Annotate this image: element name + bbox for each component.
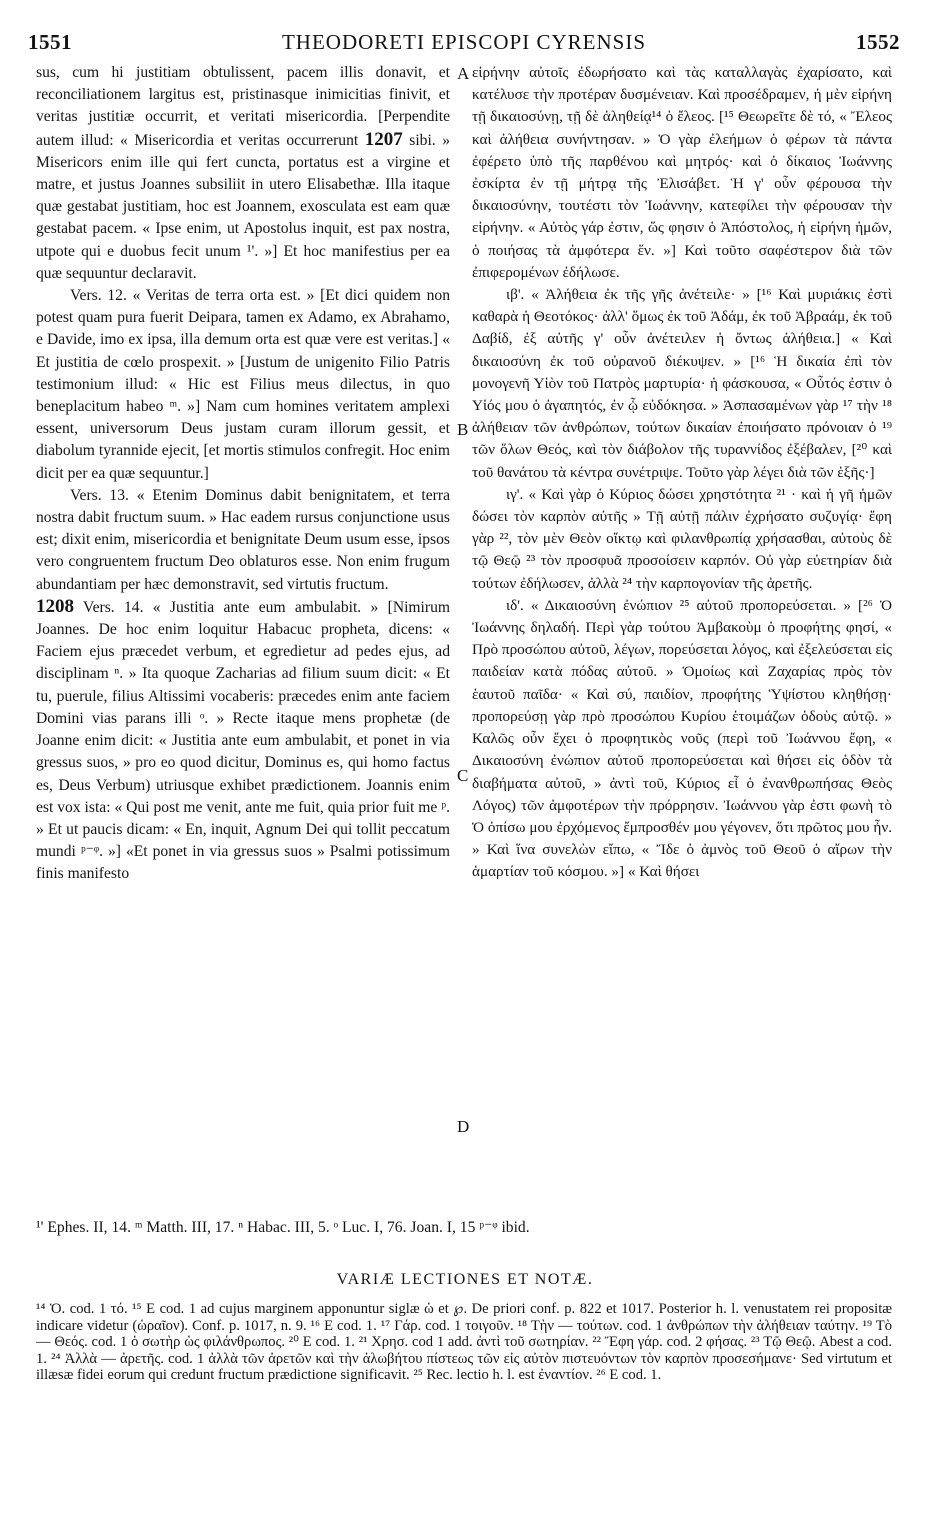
running-header xyxy=(28,30,900,58)
latin-column xyxy=(36,62,450,886)
latin-paragraph-2: Vers. 12. « Veritas de terra orta est. » [Et dici quidem non potest quam pura fuerit Deipara, tamen ex Adamo, ex Abrahamo, e Davide, imo ex ipsa, illa demum orta est quæ vere est veritas.] « Et justitia de cœlo prospexit. » [Justum de unigenito Filio Patris testimonium illud: « Hic est Filius meus dilectus, in quo beneplacitum habeo ᵐ. »] Nam cum homines veritatem amplexi essent, universorum Deus justam curam illorum gessit, et diabolum tyrannide ejecit, [et mortis stimulos confregit. Hoc enim dicit per ea quæ sequuntur.] xyxy=(36,287,450,482)
margin-letter-a: A xyxy=(457,64,470,83)
greek-paragraph-4: ιδ'. « Δικαιοσύνη ἐνώπιον ²⁵ αὐτοῦ προπορεύσεται. » [²⁶ Ὁ Ἰωάννης δηλαδή. Περὶ γὰρ τούτου Ἀμβακοὺμ ὁ προφήτης φησί, « Πρὸ προσώπου αὐτοῦ, λέγων, πορεύσεται λόγος, καὶ ἐξελεύσεται εἰς παιδείαν κατὰ πόδας αὐτοῦ. » Ὁμοίως καὶ Ζαχαρίας πρὸς τὸν ἑαυτοῦ παῖδα· « Καὶ σύ, παιδίον, προφήτης Ὑψίστου κληθήσῃ· προπορεύσῃ γὰρ πρὸ προσώπου Κυρίου ἑτοιμάζων ὁδοὺς αὐτῷ. » Καλῶς οὖν ἔχει ὁ προφητικὸς νοῦς (περὶ τοῦ Ἰωάννου ἔφη, « Δικαιοσύνη ἐνώπιον αὐτοῦ προπορεύσεται καὶ θήσει εἰς ὁδὸν τὰ διαβήματα αὐτοῦ, » ἀντὶ τοῦ, Κύριος εἶ ὁ ἐνανθρωπήσας Θεὸς Λόγος) τῶν ἀμφοτέρων τὴν πρόρρησιν. Ἰωάννου γὰρ ἐστι φωνὴ τὸ Ὁ ὀπίσω μου ἐρχόμενος ἔμπροσθέν μου γέγονεν, ὅτι πρῶτος μου ἦν. » Καὶ ἵνα συνελὼν εἴπω, « Ἴδε ὁ ἀμνὸς τοῦ Θεοῦ ὁ αἴρων τὴν ἁμαρτίαν τοῦ κόσμου. »] « Καὶ θήσει xyxy=(472,596,892,881)
greek-paragraph-2: ιβ'. « Ἀλήθεια ἐκ τῆς γῆς ἀνέτειλε· » [¹⁶ Καὶ μυριάκις ἐστὶ καθαρὰ ἡ Θεοτόκος· ἀλλ' ὅμως ἐκ τοῦ Ἀδάμ, ἐκ τοῦ Ἀβραάμ, ἐκ τοῦ Δαβίδ, ἐξ αὐτῆς γ' οὖν ἀνέτειλεν ἡ ὄντως ἀλήθεια.] « Καὶ δικαιοσύνη ἐκ τοῦ οὐρανοῦ διέκυψεν. » [¹⁶ Ἡ δικαία ἐπὶ τὸν μονογενῆ Υἱὸν τοῦ Πατρὸς μαρτυρία· ἡ φάσκουσα, « Οὗτός ἐστιν ὁ Υἱός μου ὁ ἀγαπητός, ἐν ᾧ εὐδόκησα. » Ἀσπασαμένων γὰρ ¹⁷ τὴν ¹⁸ ἀλήθειαν τῶν ἀνθρώπων, τούτων δικαίαν ἐποιήσατο πρόνοιαν ὁ ¹⁹ τῶν ὅλων Θεός, καὶ τὸν διάβολον τῆς τυραννίδος ἐξέβαλεν, [²⁰ καὶ τοῦ θανάτου τὰ κέντρα συνέτριψε. Τοῦτο γὰρ λέγει διὰ τῶν ἑξῆς·] xyxy=(472,286,892,481)
notes-title: VARIÆ LECTIONES ET NOTÆ. xyxy=(336,1271,594,1288)
page-number-left: 1551 xyxy=(28,30,72,54)
latin-text: Vers. 14. « Justitia ante eum ambulabit. » [Nimirum Joannes. De hoc enim loquitur Habacuc propheta, dicens: « Faciem ejus præcedet verbum, et egredietur ad pedes ejus, ad disciplinam ⁿ. » Ita quoque Zacharias ad filium suum dicit: « Et tu, puerule, filius Altissimi vocaberis: præcedes enim ante faciem Domini vias parans illi ᵒ. » Recte itaque mens prophetæ (de Joanne enim dicit: « Justitia ante eum ambulabit, et ponet in via gressus suos, » pro eo quod dicitur, Dominus es, qui homo factus es, Deus Verbum) utriusque exhibet prædictionem. Joannis enim est vox ista: « Qui post me venit, ante me fuit, quia prior fuit me ᵖ. » Et ut paucis dicam: « En, inquit, Agnum Dei qui tollit peccatum mundi ᵖ⁻ᵠ. »] «Et ponet in via gressus suos » Psalmi potissimum finis manifesto xyxy=(36,598,450,883)
margin-letter-c: C xyxy=(457,766,469,785)
greek-paragraph-1: εἰρήνην αὐτοῖς ἐδωρήσατο καὶ τὰς καταλλαγὰς ἐχαρίσατο, καὶ κατέλυσε τὴν προτέραν δυσμένειαν. Καὶ προσέδραμεν, ἡ μὲν εἰρήνη τῇ δικαιοσύνῃ, τῇ δὲ ἀληθείᾳ¹⁴ ὁ ἔλεος. [¹⁵ Θεωρεῖτε δὲ τό, « Ἔλεος καὶ ἀλήθεια συνήντησαν. » Ὁ γὰρ ἐλεήμων ὁ φέρων τὰ πάντα ἐφέρετο ὑπὸ τῆς παρθένου καὶ μητρός· καὶ ὁ δίκαιος Ἰωάννης ἐσκίρτα ἐν τῇ μήτρᾳ τῆς Ἐλισάβετ. Ἡ γ' οὖν φέρουσα τὴν δικαιοσύνην, τουτέστι τὸν Ἰωάννην, κατεφίλει τὴν φέρουσαν τὴν εἰρήνην. « Αὐτὸς γάρ ἐστιν, ὥς φησιν ὁ Ἀπόστολος, ἡ εἰρήνη ἡμῶν, ὁ ποιήσας τὰ ἀμφότερα ἕν. »] Καὶ τοῦτο σαφέστερον διὰ τῶν ἐπιφερομένων ἐδήλωσε. xyxy=(472,64,892,281)
latin-paragraph-3: Vers. 13. « Etenim Dominus dabit benignitatem, et terra nostra dabit fructum suum. » Hac eadem rursus conjunctione usus est; dixit enim, misericordia et benignitate Deum usum esse, ipsos vero congruentem fructum Deo oblaturos esse. Non enim frugum abundantiam per hæc demonstravit, sed virtutis fructum. xyxy=(36,486,450,593)
margin-letter-b: B xyxy=(457,420,469,439)
page-number-right: 1552 xyxy=(856,30,900,54)
column-number: 1208 xyxy=(36,595,74,617)
margin-letter-d: D xyxy=(457,1117,470,1136)
greek-column xyxy=(472,62,892,884)
greek-paragraph-3: ιγ'. « Καὶ γὰρ ὁ Κύριος δώσει χρηστότητα ²¹ · καὶ ἡ γῆ ἡμῶν δώσει τὸν καρπὸν αὐτῆς » Τῇ αὐτῇ πάλιν ἐχρήσατο συζυγίᾳ· ἔφη γὰρ ²², τὸν μὲν Θεὸν οἴκτῳ καὶ φιλανθρωπίᾳ χρήσασθαι, αὐτοὺς δὲ τῷ Θεῷ ²³ τὸν προσφυᾶ προσοίσειν καρπόν. Οὐ γὰρ εὐετηρίαν διὰ τούτων ἐδήλωσεν, ἀλλὰ ²⁴ τὴν καρπογονίαν τῆς ἀρετῆς. xyxy=(472,485,892,592)
variant-readings-notes: ¹⁴ Ὁ. cod. 1 τό. ¹⁵ E cod. 1 ad cujus marginem apponuntur siglæ ὡ et ℘. De priori conf. p. 822 et 1017. Posterior h. l. venustatem rei propositæ indicare videtur (ὡραῖον). Conf. p. 1017, n. 9. ¹⁶ E cod. 1. ¹⁷ Γάρ. cod. 1 τοιγοῦν. ¹⁸ Τὴν — τούτων. cod. 1 ἀνθρώπων τὴν ἀλήθειαν ταύτην. ¹⁹ Τὸ — Θεός. cod. 1 ὁ σωτὴρ ὡς φιλάνθρωπος. ²⁰ E cod. 1. ²¹ Χρησ. cod 1 add. ἀντὶ τοῦ σωτηρίαν. ²² Ἔφη γάρ. cod. 2 φήσας. ²³ Τῷ Θεῷ. Abest a cod. 1. ²⁴ Ἀλλὰ — ἀρετῆς. cod. 1 ἀλλὰ τῶν ἀρετῶν καὶ τὴν ἀλωβήτου πίστεως τῶν εἰς αὐτὸν πιστευόντων τὸν καρπὸν προσεσήμανε· Sed virtutum et illæsæ fidei eorum qui credunt fructum prædictione significavit. ²⁵ Rec. lectio h. l. est ἐναντίον. ²⁶ E cod. 1. xyxy=(36,1301,892,1384)
latin-text: sus, cum hi justitiam obtulissent, pacem illis donavit, et reconciliationem largitus est, pristinasque inimicitias finivit, et veritas justitiæ occurrit, et veritati misericordia. [Perpendite autem illud: « Misericordia et veritas occurrerunt xyxy=(36,64,450,149)
page-title: THEODORETI EPISCOPI CYRENSIS xyxy=(281,30,647,54)
scripture-references: ¹' Ephes. II, 14. ᵐ Matth. III, 17. ⁿ Habac. III, 5. ᵒ Luc. I, 76. Joan. I, 15 ᵖ⁻ᵠ ibid. xyxy=(36,1219,530,1236)
latin-paragraph-1 xyxy=(36,62,450,285)
latin-text: sibi. » Misericors enim ille qui fert cuncta, portatus est a virgine et matre, et justus Joannes subsiliit in utero Elisabethæ. Illa itaque quæ gestabat justitiam, hoc est Joannem, exosculata est eam quæ gestabat pacem. « Ipse enim, ut Apostolus inquit, est pax nostra, utpote qui e duobus fecit unum ¹'. »] Et hoc manifestius per ea quæ sequuntur declaravit. xyxy=(36,131,450,282)
column-number: 1207 xyxy=(364,128,403,150)
latin-paragraph-4 xyxy=(36,596,450,886)
